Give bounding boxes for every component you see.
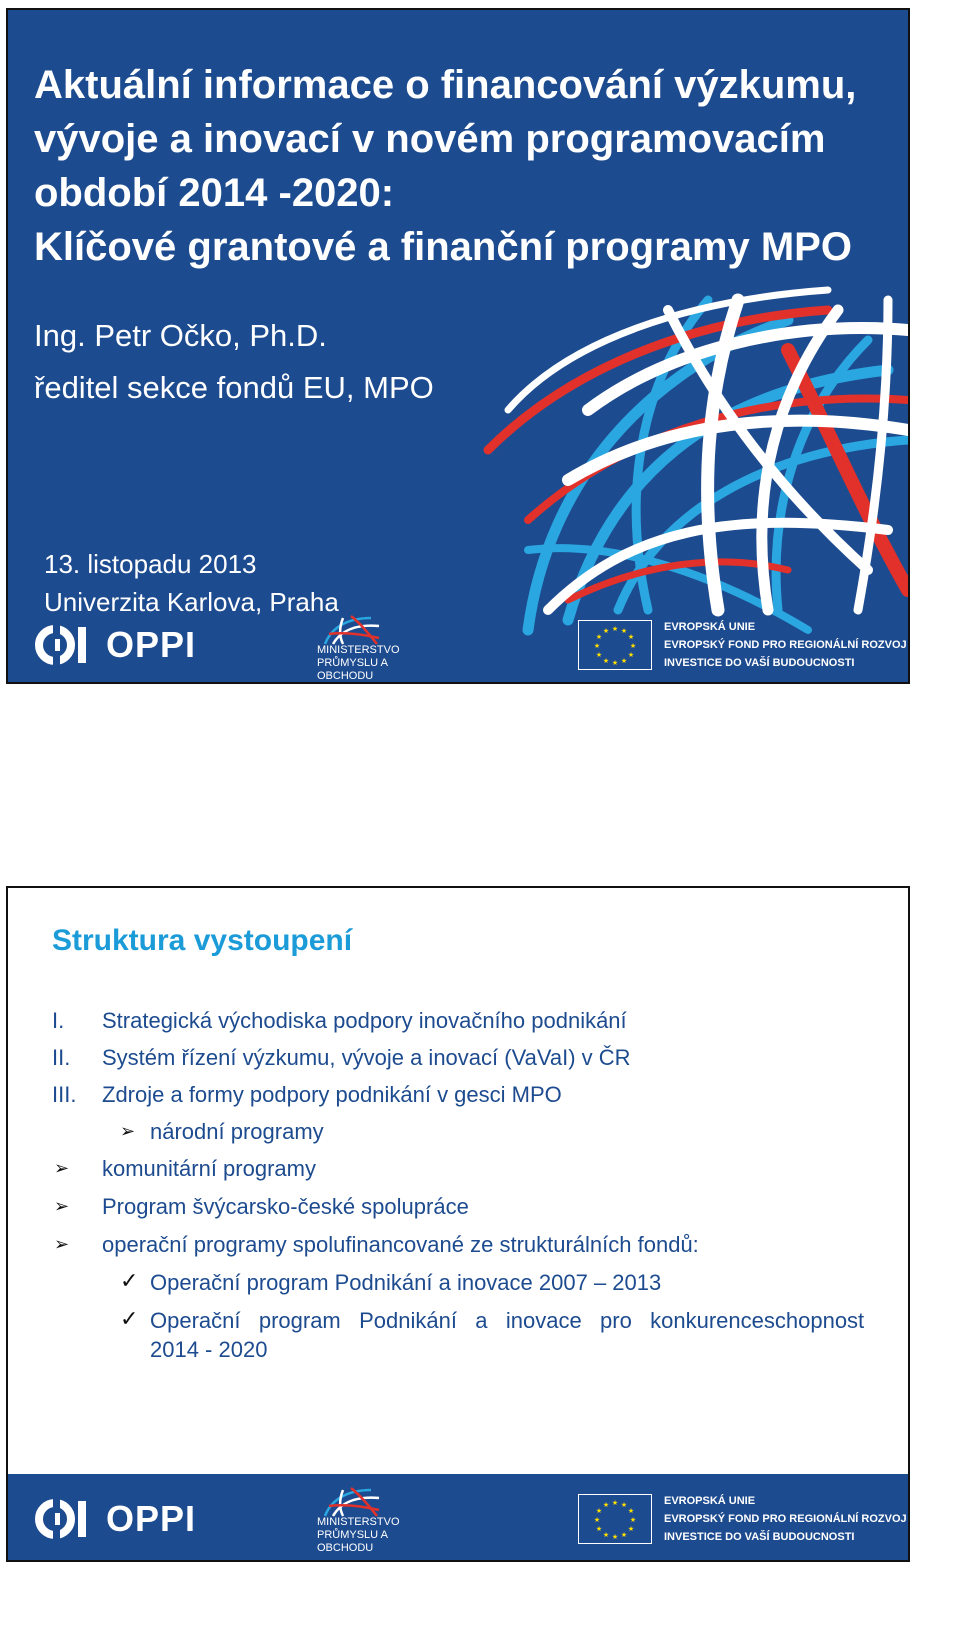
agenda-slide [6, 886, 910, 1562]
author-block [34, 310, 434, 414]
svg-text:★: ★ [602, 657, 610, 665]
oppi-logo [34, 624, 196, 666]
svg-text:★: ★ [593, 1516, 601, 1524]
item-text: Operační program Podnikání a inovace 2007 – 2013 [150, 1270, 662, 1295]
title-line: Aktuální informace o financování výzkumu, [34, 63, 857, 107]
eu-logo [578, 1492, 907, 1546]
item-text: Systém řízení výzkumu, vývoje a inovací (VaVaI) v ČR [102, 1045, 631, 1070]
svg-text:★: ★ [611, 659, 619, 667]
eu-line: EVROPSKÝ FOND PRO REGIONÁLNÍ ROZVOJ [664, 639, 907, 651]
eu-line: EVROPSKÁ UNIE [664, 621, 756, 633]
arrow-bullet-icon: ➢ [54, 1196, 70, 1216]
svg-text:★: ★ [602, 1501, 610, 1509]
oppi-logo [34, 1498, 196, 1540]
item-text: Program švýcarsko-české spolupráce [102, 1194, 469, 1219]
author-name: Ing. Petr Očko, Ph.D. [34, 318, 327, 353]
slide-title: Struktura vystoupení [52, 924, 353, 957]
item-text: národní programy [150, 1119, 324, 1144]
presentation-title [34, 58, 894, 274]
mpo-globe-icon [321, 1484, 381, 1518]
event-date: 13. listopadu 2013 [44, 549, 257, 579]
eu-line: INVESTICE DO VAŠÍ BUDOUCNOSTI [664, 1531, 855, 1543]
mpo-line: PRŮMYSLU A OBCHODU [317, 1529, 388, 1554]
item-text: komunitární programy [102, 1156, 316, 1181]
svg-text:★: ★ [595, 1525, 603, 1533]
eu-text [664, 618, 907, 672]
logo-bar [8, 610, 908, 682]
svg-text:★: ★ [620, 1531, 628, 1539]
mpo-logo [313, 612, 443, 682]
title-line: vývoje a inovací v novém programovacím [34, 117, 826, 161]
title-slide [6, 8, 910, 684]
mpo-text [317, 1516, 443, 1555]
item-number: III. [52, 1082, 77, 1107]
oppi-text: OPPI [106, 624, 197, 665]
mpo-text [317, 644, 443, 683]
checkmark-icon: ✓ [120, 1268, 139, 1293]
oppi-mark-icon [34, 624, 96, 666]
svg-text:★: ★ [595, 1507, 603, 1515]
svg-text:★: ★ [620, 657, 628, 665]
svg-text:★: ★ [629, 1516, 637, 1524]
title-line: období 2014 -2020: [34, 171, 395, 215]
eu-flag-icon [578, 620, 652, 670]
svg-text:★: ★ [602, 1531, 610, 1539]
item-number: I. [52, 1008, 65, 1033]
item-number: II. [52, 1045, 71, 1070]
mpo-line: PRŮMYSLU A OBCHODU [317, 657, 388, 682]
svg-text:★: ★ [627, 1507, 635, 1515]
svg-text:★: ★ [629, 642, 637, 650]
footer-bar [8, 1474, 908, 1560]
eu-line: EVROPSKÝ FOND PRO REGIONÁLNÍ ROZVOJ [664, 1513, 907, 1525]
svg-text:★: ★ [595, 651, 603, 659]
eu-line: INVESTICE DO VAŠÍ BUDOUCNOSTI [664, 657, 855, 669]
eu-logo [578, 618, 907, 672]
item-text: Strategická východiska podpory inovačního podnikání [102, 1008, 627, 1033]
svg-text:★: ★ [627, 1525, 635, 1533]
item-text: Operační program Podnikání a inovace pro konkurenceschopnost [150, 1308, 865, 1333]
mpo-logo [313, 1484, 443, 1554]
item-text: 2014 - 2020 [150, 1337, 268, 1362]
author-position: ředitel sekce fondů EU, MPO [34, 370, 434, 405]
svg-text:★: ★ [595, 633, 603, 641]
svg-text:★: ★ [620, 627, 628, 635]
svg-text:★: ★ [620, 1501, 628, 1509]
checkmark-icon: ✓ [120, 1306, 139, 1331]
arrow-bullet-icon: ➢ [54, 1234, 70, 1254]
eu-line: EVROPSKÁ UNIE [664, 1495, 756, 1507]
mpo-line: MINISTERSTVO [317, 644, 400, 656]
svg-text:★: ★ [627, 651, 635, 659]
arrow-bullet-icon: ➢ [54, 1158, 70, 1178]
item-text: operační programy spolufinancované ze strukturálních fondů: [102, 1232, 699, 1257]
eu-text [664, 1492, 907, 1546]
oppi-text: OPPI [106, 1498, 197, 1539]
oppi-mark-icon [34, 1498, 96, 1540]
svg-text:★: ★ [611, 1499, 619, 1507]
item-text: Zdroje a formy podpory podnikání v gesci MPO [102, 1082, 562, 1107]
arrow-bullet-icon: ➢ [120, 1121, 136, 1141]
svg-text:★: ★ [611, 1533, 619, 1541]
svg-text:★: ★ [602, 627, 610, 635]
event-venue: Univerzita Karlova, Praha [44, 587, 339, 617]
mpo-line: MINISTERSTVO [317, 1516, 400, 1528]
svg-text:★: ★ [611, 625, 619, 633]
svg-text:★: ★ [593, 642, 601, 650]
svg-text:★: ★ [627, 633, 635, 641]
mpo-globe-icon [321, 612, 381, 646]
title-line: Klíčové grantové a finanční programy MPO [34, 225, 852, 269]
eu-flag-icon [578, 1494, 652, 1544]
